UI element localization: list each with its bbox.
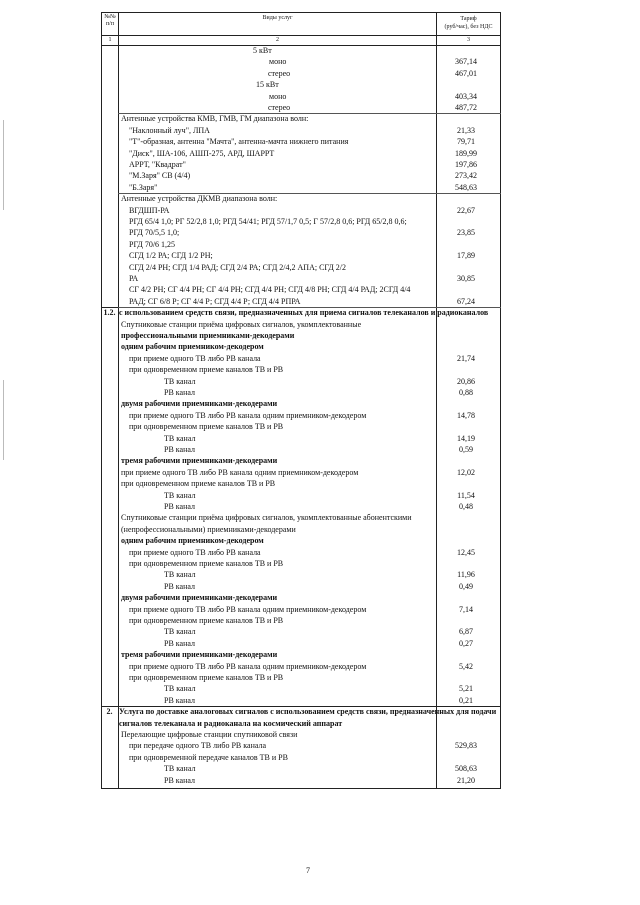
service-description: РВ канал (164, 502, 195, 511)
table-row (101, 46, 501, 57)
table-row (101, 650, 501, 661)
tariff-value: 11,96 (457, 570, 475, 580)
service-description: при одновременном приеме каналов ТВ и РВ (129, 673, 284, 682)
table-row (101, 753, 501, 764)
row-number: 2. (106, 707, 113, 717)
tariff-value: 5,21 (459, 684, 473, 694)
table-row (101, 320, 501, 331)
table-row (101, 468, 501, 479)
service-description: одним рабочим приемником-декодером (121, 536, 264, 546)
service-description: "М.Заря" СВ (4/4) (129, 171, 191, 181)
table-row (101, 536, 501, 547)
service-description: Спутниковые станции приёма цифровых сигналов, укомплектованные (121, 319, 362, 329)
service-description: Услуга по доставке аналоговых сигналов с использованием средств связи, предназначенных для подачи (119, 707, 497, 717)
table-row (101, 616, 501, 627)
table-row (101, 251, 501, 262)
tariff-value: 197,86 (455, 160, 477, 169)
table-row (101, 605, 501, 616)
table-row (101, 707, 501, 718)
table-row (101, 331, 501, 342)
table-row (101, 548, 501, 559)
table-row (101, 92, 501, 103)
table-row (101, 171, 501, 182)
tariff-value: 0,59 (459, 445, 473, 454)
page-number: 7 (306, 866, 310, 875)
service-description: двумя рабочими приемниками-декодерами (121, 593, 278, 603)
service-description: РВ канал (164, 638, 195, 648)
service-description: при одновременном приеме каналов ТВ и РВ (129, 365, 284, 375)
service-description: Спутниковые станции приёма цифровых сигналов, укомплектованные абонентскими (121, 513, 412, 523)
table-row (101, 411, 501, 422)
service-description: Перелающие цифровые станции спутниковой связи (121, 730, 298, 739)
service-description: РГД 70/6 1,25 (129, 239, 176, 249)
table-row (101, 525, 501, 536)
service-description: СГ 4/2 РН; СГ 4/4 РН; СГ 4/4 РН; СГД 4/4 РН; СГД 4/8 РН; СГД 4/4 РАД; 2СГД 4/4 (129, 285, 411, 295)
table-row (101, 80, 501, 91)
tariff-value: 367,14 (455, 57, 477, 67)
table-row (101, 639, 501, 650)
service-description: тремя рабочими приемниками-декодерами (121, 456, 278, 466)
service-description: тремя рабочими приемниками-декодерами (121, 650, 278, 660)
tariff-value: 529,83 (455, 741, 477, 751)
table-row (101, 502, 501, 513)
tariff-value: 21,74 (457, 353, 475, 363)
table-row (101, 422, 501, 433)
scan-artifact-line (3, 120, 4, 210)
table-row (101, 719, 501, 730)
table-row (101, 137, 501, 148)
service-description: при одновременном приеме каналов ТВ и РВ (121, 479, 276, 489)
table-row (101, 57, 501, 68)
tariff-value: 7,14 (459, 604, 473, 614)
service-description: Антенные устройства КМВ, ГМВ, ГМ диапазона волн: (121, 114, 309, 124)
table-row (101, 570, 501, 581)
service-description: ТВ канал (164, 376, 196, 386)
table-row (101, 183, 501, 194)
tariff-value: 20,86 (457, 376, 475, 386)
table-row (101, 228, 501, 239)
tariff-value: 0,27 (459, 638, 473, 648)
scan-artifact-line (3, 380, 4, 460)
service-description: при приеме одного ТВ либо РВ канала (129, 353, 261, 363)
tariff-value: 487,72 (455, 103, 477, 112)
table-row (101, 764, 501, 775)
tariff-value: 21,20 (457, 775, 475, 785)
service-description: стерео (268, 103, 291, 112)
tariff-value: 12,45 (457, 547, 475, 557)
service-description: при приеме одного ТВ либо РВ канала одним приемником-декодером (129, 661, 367, 671)
table-row (101, 308, 501, 319)
table-row (101, 69, 501, 80)
tariff-value: 5,42 (459, 661, 473, 671)
tariff-value: 508,63 (455, 764, 477, 774)
service-description: при приеме одного ТВ либо РВ канала одним приемником-декодером (121, 467, 359, 477)
table-row (101, 160, 501, 171)
service-description: при приеме одного ТВ либо РВ канала одним приемником-декодером (129, 410, 367, 420)
service-description: Антенные устройства ДКМВ диапазона волн: (121, 194, 278, 204)
service-description: "Б.Заря" (129, 182, 158, 192)
table-row (101, 434, 501, 445)
service-description: "Диск", ША-106, АШП-275, АРД, ШАРРТ (129, 148, 275, 158)
tariff-value: 0,49 (459, 581, 473, 591)
tariff-value: 21,33 (457, 125, 475, 135)
row-number: 1.2. (103, 308, 116, 318)
service-description: моно (269, 57, 287, 67)
service-description: РАД; СГ 6/8 Р; СГ 4/4 Р; СГД 4/4 Р; СГД 4/4 РПРА (129, 296, 301, 306)
tariff-value: 23,85 (457, 228, 475, 238)
table-row (101, 206, 501, 217)
table-row (101, 217, 501, 228)
header-index-1: 1 (108, 37, 112, 43)
table-row (101, 342, 501, 353)
service-description: РВ канал (164, 775, 195, 785)
service-description: СГД 1/2 РА; СГД 1/2 РН; (129, 251, 213, 261)
service-description: "Т"-образная, антенна "Мачта", антенна-мачта нижнего питания (129, 137, 349, 147)
tariff-value: 0,48 (459, 502, 473, 511)
table-row (101, 354, 501, 365)
service-description: РА (129, 274, 139, 283)
service-description: при приеме одного ТВ либо РВ канала (129, 547, 261, 557)
table-row (101, 513, 501, 524)
service-description: при одновременном приеме каналов ТВ и РВ (129, 616, 284, 625)
table-row (101, 399, 501, 410)
service-description: ТВ канал (164, 570, 196, 580)
service-description: РГД 65/4 1,0; РГ 52/2,8 1,0; РГД 54/41; РГД 57/1,7 0,5; Г 57/2,8 0,6; РГД 65/2,8 0,6; (129, 217, 407, 226)
table-row (101, 388, 501, 399)
table-row (101, 684, 501, 695)
service-description: моно (269, 91, 287, 101)
service-description: РВ канал (164, 581, 195, 591)
tariff-value: 79,71 (457, 137, 475, 147)
table-row (101, 627, 501, 638)
table-row (101, 103, 501, 114)
service-description: профессиональными приемниками-декодерами (121, 331, 295, 340)
service-description: ТВ канал (164, 490, 196, 500)
header-index-3: 3 (467, 37, 470, 43)
service-description: СГД 2/4 РН; СГД 1/4 РАД; СГД 2/4 РА; СГД 2/4,2 АПА; СГД 2/2 (129, 262, 346, 272)
tariff-value: 14,19 (457, 433, 475, 443)
table-row (101, 149, 501, 160)
service-description: РВ канал (164, 388, 195, 397)
tariff-value: 0,88 (459, 388, 473, 397)
table-row (101, 776, 501, 787)
header-service-col: Виды услуг (262, 15, 293, 21)
service-description: 5 кВт (253, 46, 272, 55)
table-row (101, 194, 501, 205)
header-num-col: №№ п/п (104, 14, 116, 27)
header-tariff-col: Тариф (руб/час), без НДС (444, 16, 493, 30)
service-description: ТВ канал (164, 627, 196, 637)
table-row (101, 696, 501, 707)
tariff-value: 273,42 (455, 171, 477, 181)
service-description: АРРТ, "Квадрат" (129, 160, 186, 169)
tariff-value: 548,63 (455, 182, 477, 192)
table-row (101, 285, 501, 296)
table-row (101, 582, 501, 593)
service-description: при одновременном приеме каналов ТВ и РВ (129, 559, 284, 568)
service-description: ВГДШП-РА (129, 205, 170, 215)
tariff-value: 30,85 (457, 274, 475, 283)
table-row (101, 240, 501, 251)
table-row (101, 297, 501, 308)
table-row (101, 741, 501, 752)
service-description: двумя рабочими приемниками-декодерами (121, 399, 278, 409)
service-description: при приеме одного ТВ либо РВ канала одним приемником-декодером (129, 604, 367, 614)
service-description: РВ канал (164, 695, 195, 705)
table-row (101, 274, 501, 285)
service-description: при одновременной передаче каналов ТВ и РВ (129, 752, 288, 762)
service-description: РГД 70/5,5 1,0; (129, 228, 180, 238)
service-description: "Наклонный луч", ЛПА (129, 125, 210, 135)
service-description: при одновременном приеме каналов ТВ и РВ (129, 422, 284, 432)
tariff-value: 17,89 (457, 251, 475, 261)
tariff-value: 14,78 (457, 410, 475, 420)
table-row (101, 662, 501, 673)
tariff-value: 189,99 (455, 148, 477, 158)
service-description: ТВ канал (164, 433, 196, 443)
table-row (101, 377, 501, 388)
service-description: одним рабочим приемником-декодером (121, 342, 264, 352)
tariff-value: 0,21 (459, 695, 473, 705)
table-row (101, 479, 501, 490)
service-description: (непрофессиональными) приемниками-декодерами (121, 524, 296, 534)
tariff-value: 403,34 (455, 91, 477, 101)
service-description: сигналов телеканала и радиоканала на космический аппарат (119, 718, 343, 728)
tariff-value: 467,01 (455, 68, 477, 78)
tariff-table (101, 12, 501, 789)
table-row (101, 559, 501, 570)
service-description: ТВ канал (164, 764, 196, 774)
tariff-value: 6,87 (459, 627, 473, 637)
tariff-value: 11,54 (457, 490, 475, 500)
table-row (101, 491, 501, 502)
tariff-value: 67,24 (457, 296, 475, 306)
table-row (101, 673, 501, 684)
service-description: при передаче одного ТВ либо РВ канала (129, 741, 267, 751)
table-row (101, 730, 501, 741)
header-index-2: 2 (276, 37, 279, 43)
tariff-value: 22,67 (457, 205, 475, 215)
service-description: стерео (268, 68, 291, 78)
table-row (101, 445, 501, 456)
table-row (101, 126, 501, 137)
table-row (101, 456, 501, 467)
table-row (101, 365, 501, 376)
service-description: с использованием средств связи, предназначенных для приема сигналов телеканалов и радиоканалов (119, 308, 489, 318)
service-description: 15 кВт (256, 80, 279, 90)
tariff-value: 12,02 (457, 467, 475, 477)
table-row (101, 114, 501, 125)
table-row (101, 593, 501, 604)
table-row (101, 263, 501, 274)
service-description: РВ канал (164, 445, 195, 454)
service-description: ТВ канал (164, 684, 196, 694)
